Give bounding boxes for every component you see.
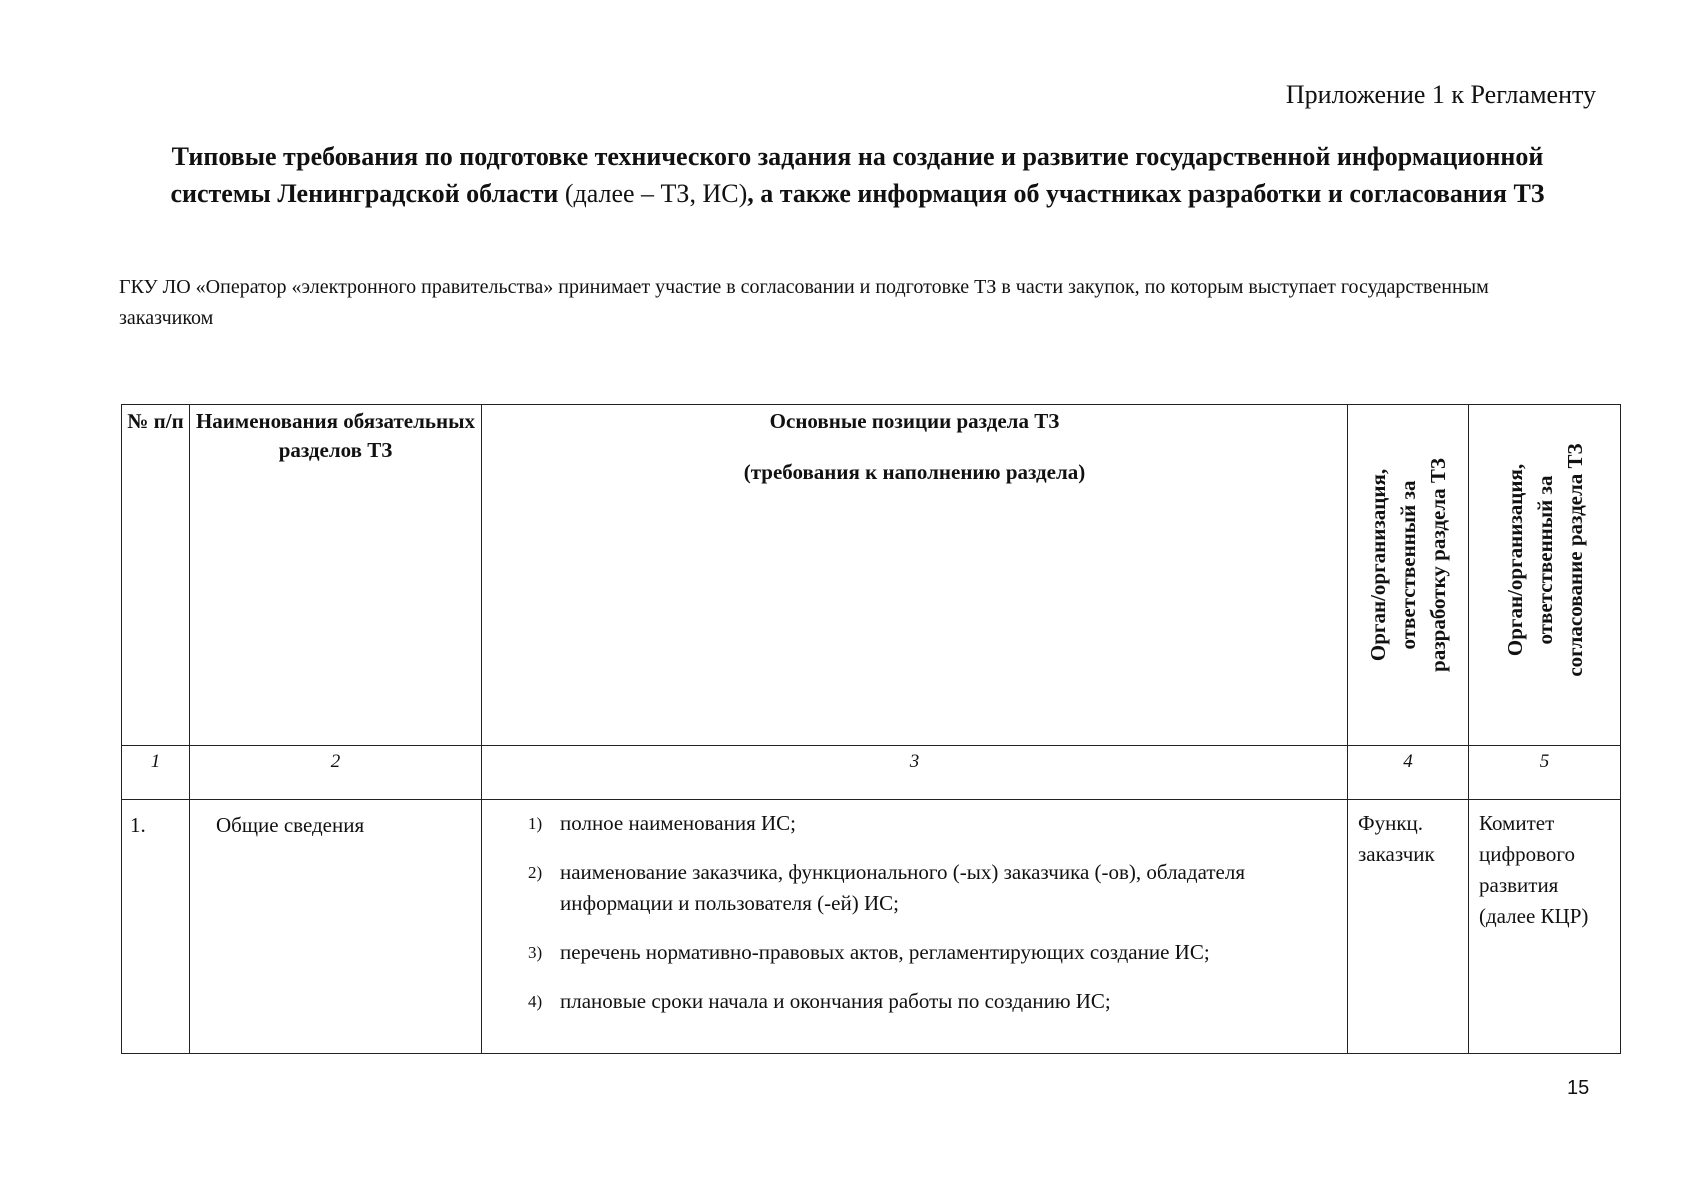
- header-main-subtitle: (требования к наполнению раздела): [743, 460, 1086, 484]
- item-text: полное наименования ИС;: [560, 811, 797, 835]
- list-item: [528, 986, 1327, 1017]
- requirements-table: [121, 404, 1621, 1054]
- item-marker: 4): [528, 992, 543, 1011]
- list-item: [528, 937, 1327, 968]
- header-agree: [1469, 405, 1621, 746]
- item-marker: 3): [528, 943, 543, 962]
- table-header-row: [122, 405, 1621, 746]
- appendix-label: Приложение 1 к Регламенту: [1285, 80, 1596, 109]
- header-main-title: Основные позиции раздела ТЗ: [769, 409, 1060, 433]
- item-text: плановые сроки начала и окончания работы по созданию ИС;: [560, 989, 1111, 1013]
- col-number: 5: [1469, 746, 1621, 800]
- col-number: 3: [482, 746, 1348, 800]
- row-agree: Комитет цифрового развития (далее КЦР): [1469, 800, 1621, 1054]
- table-row: [122, 800, 1621, 1054]
- row-section: Общие сведения: [190, 800, 482, 1054]
- column-number-row: [122, 746, 1621, 800]
- row-items: [482, 800, 1348, 1054]
- list-item: [528, 808, 1327, 839]
- list-item: [528, 857, 1327, 919]
- row-num: 1.: [122, 800, 190, 1054]
- header-section-text: Наименования обязательных разделов ТЗ: [195, 409, 476, 462]
- header-dev-text: Орган/организация, ответственный за разработку раздела ТЗ: [1366, 458, 1450, 672]
- row-dev: Функц. заказчик: [1348, 800, 1469, 1054]
- header-dev: [1348, 405, 1469, 746]
- document-title: [160, 138, 1555, 212]
- intro-paragraph: ГКУ ЛО «Оператор «электронного правительства» принимает участие в согласовании и подготовке ТЗ в части закупок, по которым выступает государственным заказчиком: [119, 276, 1489, 329]
- item-text: наименование заказчика, функционального (-ых) заказчика (-ов), обладателя информации и пользователя (-ей) ИС;: [560, 860, 1245, 915]
- item-marker: 1): [528, 814, 543, 833]
- item-marker: 2): [528, 863, 543, 882]
- header-agree-text: Орган/организация, ответственный за согласование раздела ТЗ: [1502, 443, 1587, 677]
- col-number: 1: [122, 746, 190, 800]
- header-num: [122, 405, 190, 746]
- col-number: 2: [190, 746, 482, 800]
- title-part-3: , а также информация об участниках разработки и согласования ТЗ: [747, 179, 1545, 208]
- header-section: [190, 405, 482, 746]
- col-number: 4: [1348, 746, 1469, 800]
- header-num-text: № п/п: [127, 409, 184, 433]
- item-text: перечень нормативно-правовых актов, регламентирующих создание ИС;: [560, 940, 1210, 964]
- page-number: 15: [1567, 1077, 1590, 1099]
- header-main: [482, 405, 1348, 746]
- title-part-1: Типовые требования по подготовке технического задания на создание и развитие государственной информационной системы Ленинградской области: [170, 142, 1544, 208]
- title-part-2: (далее – ТЗ, ИС): [564, 179, 748, 208]
